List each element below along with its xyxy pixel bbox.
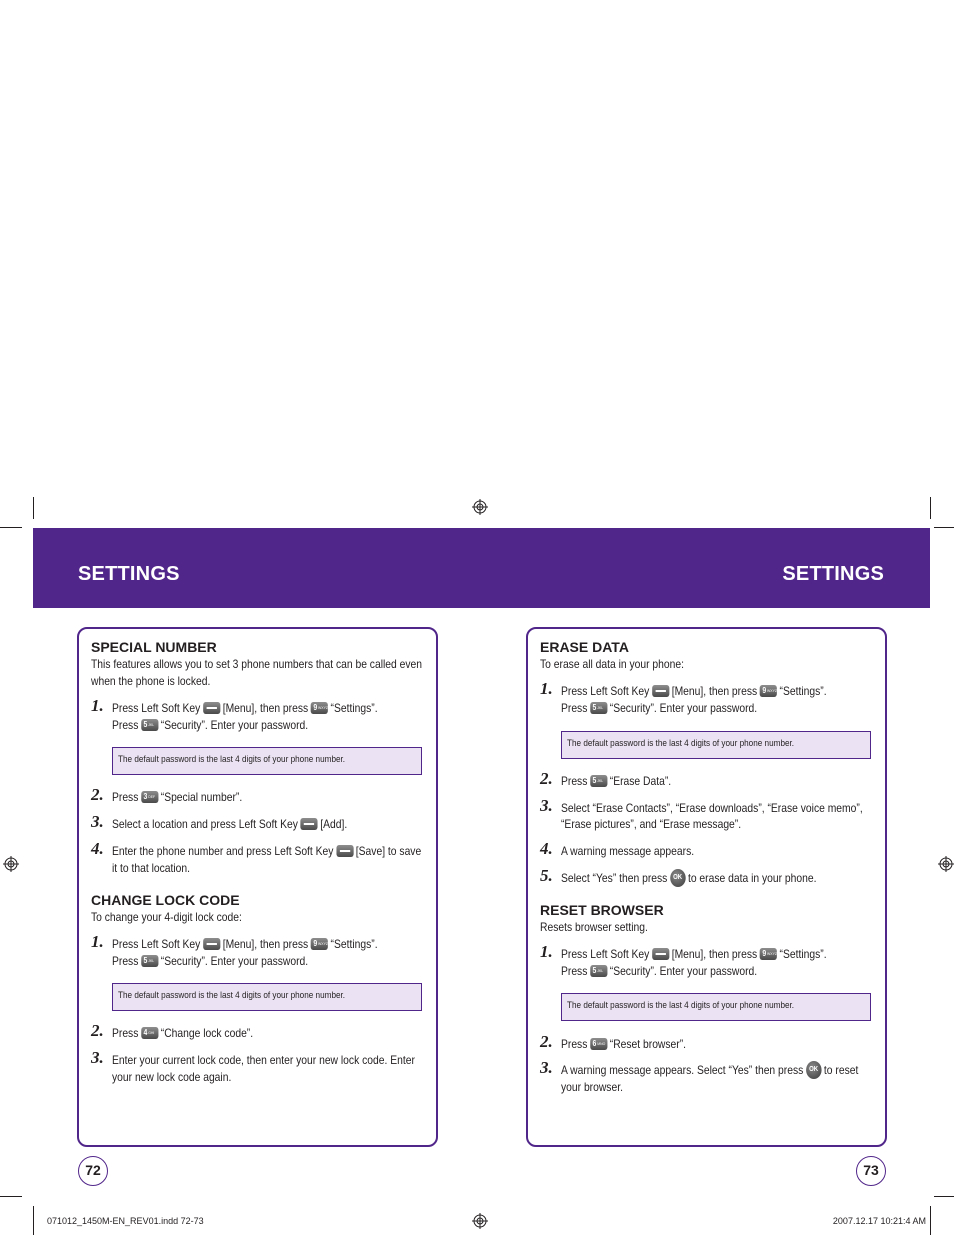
key-5-icon: 5JKL [590,775,607,787]
step-number: 3. [540,796,553,815]
left-soft-key-icon [203,702,220,714]
crop-mark [33,1206,34,1235]
step-text: Press 5JKL “Security”. Enter your password. [561,964,758,978]
step-text: Press Left Soft Key [Menu], then press 9WXYZ “Settings”. [112,937,378,951]
change-lock-code-intro: To change your 4-digit lock code: [91,910,242,924]
step-text: Select “Yes” then press OK to erase data in your phone. [561,870,816,888]
step-number: 5. [540,866,553,885]
step-text: Select a location and press Left Soft Key [Add]. [112,817,348,831]
step-number: 1. [91,696,104,715]
page-title-right: SETTINGS [782,563,884,585]
crop-mark [934,527,954,528]
crop-mark [33,497,34,519]
step-number: 4. [91,839,104,858]
step-number: 2. [91,1021,104,1040]
step-number: 3. [91,1048,104,1067]
step-number: 1. [540,942,553,961]
key-4-icon: 4GHI [141,1027,158,1039]
key-9-icon: 9WXYZ [760,948,777,960]
note-box: The default password is the last 4 digits of your phone number. [561,731,871,759]
step-text: your new lock code again. [112,1070,232,1084]
step-number: 4. [540,839,553,858]
crop-mark [0,1196,22,1197]
key-6-icon: 6MNO [590,1038,607,1050]
registration-mark-icon [472,1213,488,1229]
step-number: 1. [91,932,104,951]
step-number: 3. [540,1058,553,1077]
left-soft-key-icon [652,685,669,697]
left-soft-key-icon [336,845,353,857]
step-text: Press 5JKL “Security”. Enter your password. [112,718,309,732]
left-soft-key-icon [652,948,669,960]
step-text: Press 5JKL “Security”. Enter your password. [561,701,758,715]
ok-key-icon: OK [806,1061,821,1079]
step-text: “Erase pictures”, and “Erase message”. [561,817,742,831]
print-timestamp: 2007.12.17 10:21:4 AM [832,1216,926,1226]
step-text: Press 5JKL “Security”. Enter your password. [112,954,309,968]
ok-key-icon: OK [670,869,685,887]
left-soft-key-icon [203,938,220,950]
step-text: Press Left Soft Key [Menu], then press 9WXYZ “Settings”. [561,947,827,961]
page-number-right: 73 [856,1156,886,1186]
note-box: The default password is the last 4 digits of your phone number. [112,983,422,1011]
erase-data-heading: ERASE DATA [540,639,629,655]
key-9-icon: 9WXYZ [311,702,328,714]
reset-browser-intro: Resets browser setting. [540,920,648,934]
step-text: Press Left Soft Key [Menu], then press 9WXYZ “Settings”. [112,701,378,715]
registration-mark-icon [938,856,954,872]
key-3-icon: 3DEF [141,791,158,803]
step-text: Press 3DEF “Special number”. [112,790,243,804]
crop-mark [930,497,931,519]
crop-mark [934,1196,954,1197]
step-text: Press Left Soft Key [Menu], then press 9WXYZ “Settings”. [561,684,827,698]
step-text: A warning message appears. Select “Yes” then press OK to reset [561,1062,858,1080]
step-text: it to that location. [112,861,191,875]
step-number: 3. [91,812,104,831]
key-5-icon: 5JKL [590,702,607,714]
special-number-intro: when the phone is locked. [91,674,211,688]
page-number-left: 72 [78,1156,108,1186]
registration-mark-icon [3,856,19,872]
step-text: Enter your current lock code, then enter your new lock code. Enter [112,1053,415,1067]
key-9-icon: 9WXYZ [311,938,328,950]
special-number-heading: SPECIAL NUMBER [91,639,217,655]
file-slug: 071012_1450M-EN_REV01.indd 72-73 [47,1216,204,1226]
step-number: 2. [91,785,104,804]
step-number: 1. [540,679,553,698]
note-box: The default password is the last 4 digits of your phone number. [112,747,422,775]
step-text: Press 5JKL “Erase Data”. [561,774,672,788]
crop-mark [930,1206,931,1235]
step-text: Enter the phone number and press Left Soft Key [Save] to save [112,844,422,858]
special-number-intro: This features allows you to set 3 phone numbers that can be called even [91,657,423,671]
erase-data-intro: To erase all data in your phone: [540,657,685,671]
crop-mark [0,527,22,528]
key-5-icon: 5JKL [141,955,158,967]
registration-mark-icon [472,499,488,515]
left-soft-key-icon [300,818,317,830]
change-lock-code-heading: CHANGE LOCK CODE [91,892,240,908]
step-text: A warning message appears. [561,844,695,858]
note-box: The default password is the last 4 digits of your phone number. [561,993,871,1021]
step-text: Select “Erase Contacts”, “Erase downloads”, “Erase voice memo”, [561,801,863,815]
step-text: your browser. [561,1080,623,1094]
step-number: 2. [540,1032,553,1051]
page-title-left: SETTINGS [78,563,180,585]
step-text: Press 6MNO “Reset browser”. [561,1037,687,1051]
key-5-icon: 5JKL [141,719,158,731]
key-9-icon: 9WXYZ [760,685,777,697]
reset-browser-heading: RESET BROWSER [540,902,664,918]
key-5-icon: 5JKL [590,965,607,977]
step-number: 2. [540,769,553,788]
step-text: Press 4GHI “Change lock code”. [112,1026,254,1040]
